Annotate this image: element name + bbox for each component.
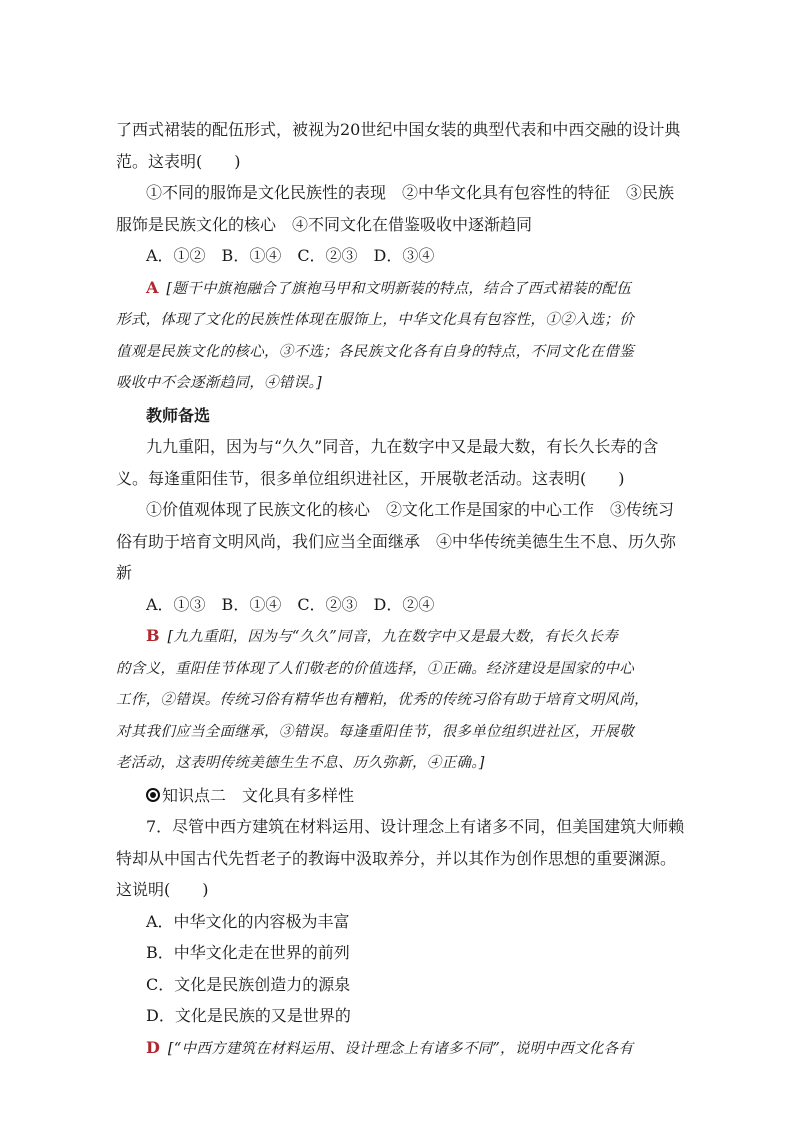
q6-explanation-line-4: 吸收中不会逐渐趋同，④错误。] [116, 375, 322, 391]
knowledge-point-title: 知识点二 文化具有多样性 [162, 785, 355, 805]
q6-explanation-text-1: [题干中旗袍融合了旗袍马甲和文明新装的特点，结合了西式裙装的配伍 [166, 280, 632, 297]
q6-stem-line-2: 范。这表明( ) [116, 151, 241, 171]
q6-statements-line-2: 服饰是民族文化的核心 ④不同文化在借鉴吸收中逐渐趋同 [116, 214, 533, 234]
q7-stem-line-2: 特却从中国古代先哲老子的教诲中汲取养分，并以其作为创作思想的重要渊源。 [116, 848, 677, 868]
q6-options: A．①② B．①④ C．②③ D．③④ [146, 246, 435, 265]
teacher-explanation-line-1 [116, 620, 680, 654]
teacher-explanation-text-1: [九九重阳，因为与“久久”同音，九在数字中又是最大数，有长久长寿 [167, 629, 619, 645]
teacher-options: A．①③ B．①④ C．②③ D．②④ [146, 594, 435, 614]
q6-statements-line-1: ①不同的服饰是文化民族性的表现 ②中华文化具有包容性的特征 ③民族 [146, 183, 675, 202]
q7-option-d: D．文化是民族的又是世界的 [146, 1006, 351, 1025]
teacher-explanation-line-2: 的含义，重阳佳节体现了人们敬老的价值选择，①正确。经济建设是国家的中心 [116, 660, 634, 677]
teacher-statements-line-2: 俗有助于培育文明风尚，我们应当全面继承 ④中华传统美德生生不息、历久弥 [116, 531, 677, 551]
q6-answer: A [146, 277, 159, 297]
teacher-explanation-line-3: 工作，②错误。传统习俗有精华也有糟粕，优秀的传统习俗有助于培育文明风尚， [116, 692, 649, 708]
bullseye-icon [146, 788, 160, 802]
teacher-explanation-line-4: 对其我们应当全面继承，③错误。每逢重阳佳节，很多单位组织进社区，开展敬 [116, 723, 634, 740]
teacher-stem-line-2: 义。每逢重阳佳节，很多单位组织进社区，开展敬老活动。这表明( ) [116, 468, 625, 488]
teacher-statements-line-1: ①价值观体现了民族文化的核心 ②文化工作是国家的中心工作 ③传统习 [146, 500, 675, 519]
q6-stem-line-1: 了西式裙装的配伍形式，被视为20世纪中国女装的典型代表和中西交融的设计典 [116, 120, 681, 139]
q6-explanation-line-3: 值观是民族文化的核心，③不选；各民族文化各有自身的特点，不同文化在借鉴 [116, 343, 634, 360]
teacher-heading: 教师备选 [146, 405, 211, 425]
teacher-statements-line-3: 新 [116, 563, 133, 582]
q7-stem-line-1: 7．尽管中西方建筑在材料运用、设计理念上有诸多不同，但美国建筑大师赖 [146, 817, 685, 836]
q7-stem-line-3: 这说明( ) [116, 880, 209, 899]
q7-explanation-line-1 [116, 1032, 680, 1066]
knowledge-point-heading [116, 780, 680, 812]
q7-answer: D [146, 1037, 160, 1057]
q6-explanation-line-1 [116, 272, 680, 306]
teacher-answer: B [146, 626, 160, 645]
q7-option-c: C．文化是民族创造力的源泉 [146, 974, 351, 994]
q6-explanation-line-2: 形式，体现了文化的民族性体现在服饰上，中华文化具有包容性，①②入选；价 [116, 312, 634, 328]
q7-option-a: A．中华文化的内容极为丰富 [146, 911, 350, 931]
teacher-explanation-line-5: 老活动，这表明传统美德生生不息、历久弥新，④正确。] [116, 755, 485, 771]
q7-option-b: B．中华文化走在世界的前列 [146, 943, 350, 962]
teacher-stem-line-1: 九九重阳，因为与“久久”同音，九在数字中又是最大数，有长久长寿的含 [146, 437, 659, 456]
q7-explanation-text-1: [“中西方建筑在材料运用、设计理念上有诸多不同”，说明中西文化各有 [167, 1040, 634, 1057]
